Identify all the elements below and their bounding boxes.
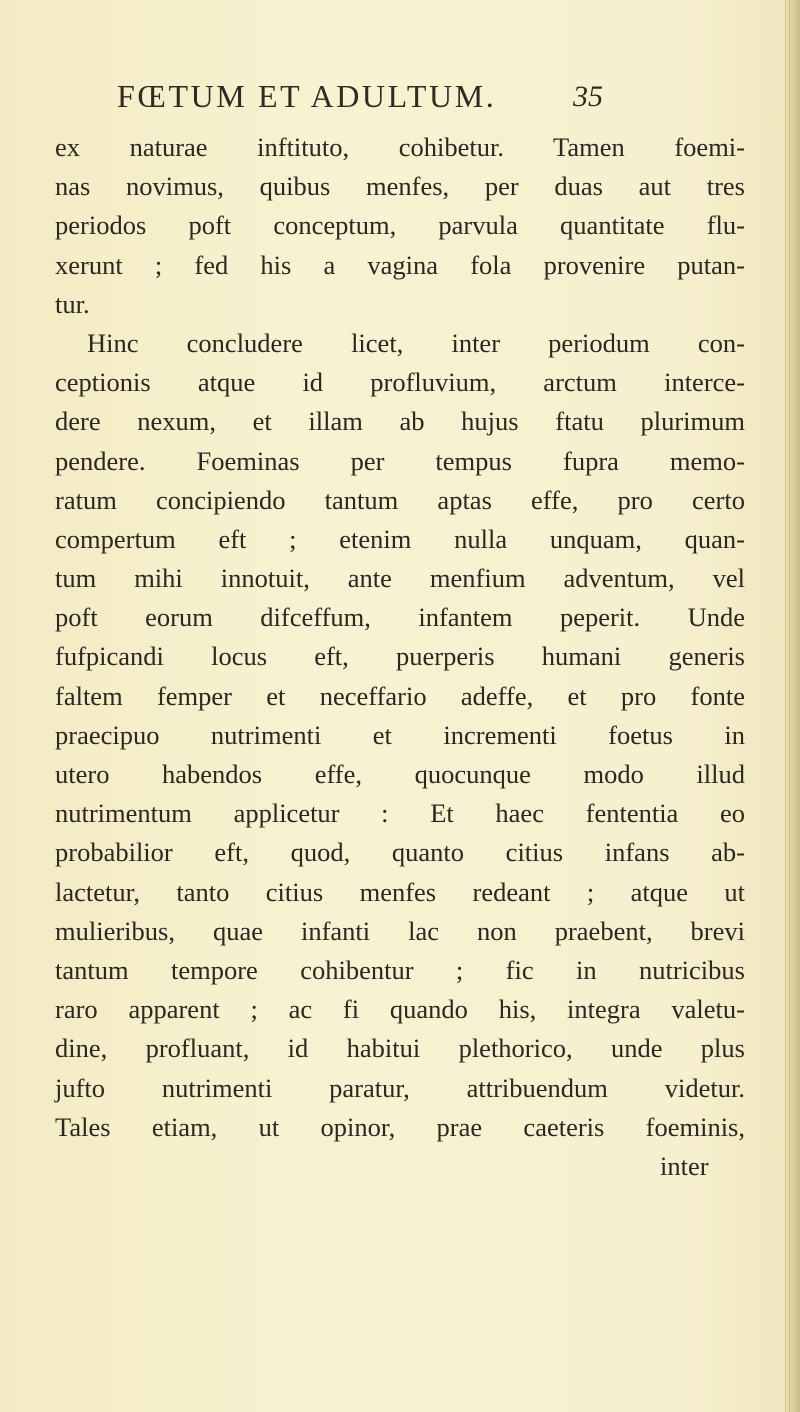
- text-line: dine, profluant, id habitui plethorico, unde plus: [55, 1033, 745, 1064]
- text-line: periodos poft conceptum, parvula quantitate flu-: [55, 210, 745, 241]
- text-line: poft eorum difceffum, infantem peperit. Unde: [55, 602, 745, 633]
- text-line: mulieribus, quae infanti lac non praebent, brevi: [55, 915, 745, 946]
- text-line: probabilior eft, quod, quanto citius infans ab-: [55, 837, 745, 868]
- text-line: ex naturae inftituto, cohibetur. Tamen foemi-: [55, 132, 745, 162]
- text-line: utero habendos effe, quocunque modo illud: [55, 759, 745, 789]
- body-text: [55, 128, 745, 1147]
- running-head: FŒTUM ET ADULTUM.: [117, 78, 497, 114]
- text-line: Hinc concludere licet, inter periodum con-: [87, 327, 745, 358]
- text-line: compertum eft ; etenim nulla unquam, quan-: [55, 523, 745, 554]
- text-line: fufpicandi locus eft, puerperis humani generis: [55, 641, 745, 672]
- text-line: tum mihi innotuit, ante menfium adventum, vel: [55, 563, 745, 594]
- text-line: pendere. Foeminas per tempus fupra memo-: [55, 445, 745, 476]
- text-line: nas novimus, quibus menfes, per duas aut tres: [55, 171, 745, 202]
- text-line: dere nexum, et illam ab hujus ftatu plurimum: [55, 406, 745, 437]
- page-edge: [785, 0, 800, 1412]
- text-line: Tales etiam, ut opinor, prae caeteris foeminis,: [55, 1111, 745, 1142]
- page-number: 35: [573, 80, 603, 113]
- page-edge-line: [789, 0, 790, 1412]
- text-line: praecipuo nutrimenti et incrementi foetus in: [55, 719, 745, 750]
- text-line: tantum tempore cohibentur ; fic in nutricibus: [55, 954, 745, 985]
- text-line: ratum concipiendo tantum aptas effe, pro certo: [55, 484, 745, 515]
- catchword: inter: [660, 1150, 709, 1181]
- text-line: jufto nutrimenti paratur, attribuendum videtur.: [55, 1072, 745, 1103]
- text-line: faltem femper et neceffario adeffe, et pro fonte: [55, 680, 745, 711]
- text-line: xerunt ; fed his a vagina fola provenire putan-: [55, 249, 745, 280]
- text-line: lactetur, tanto citius menfes redeant ; atque ut: [55, 876, 745, 907]
- text-line: ceptionis atque id profluvium, arctum interce-: [55, 367, 745, 398]
- text-line: tur.: [55, 288, 90, 319]
- page-header: [0, 78, 800, 118]
- text-line: raro apparent ; ac fi quando his, integra valetu-: [55, 994, 745, 1025]
- text-line: nutrimentum applicetur : Et haec fententia eo: [55, 798, 745, 829]
